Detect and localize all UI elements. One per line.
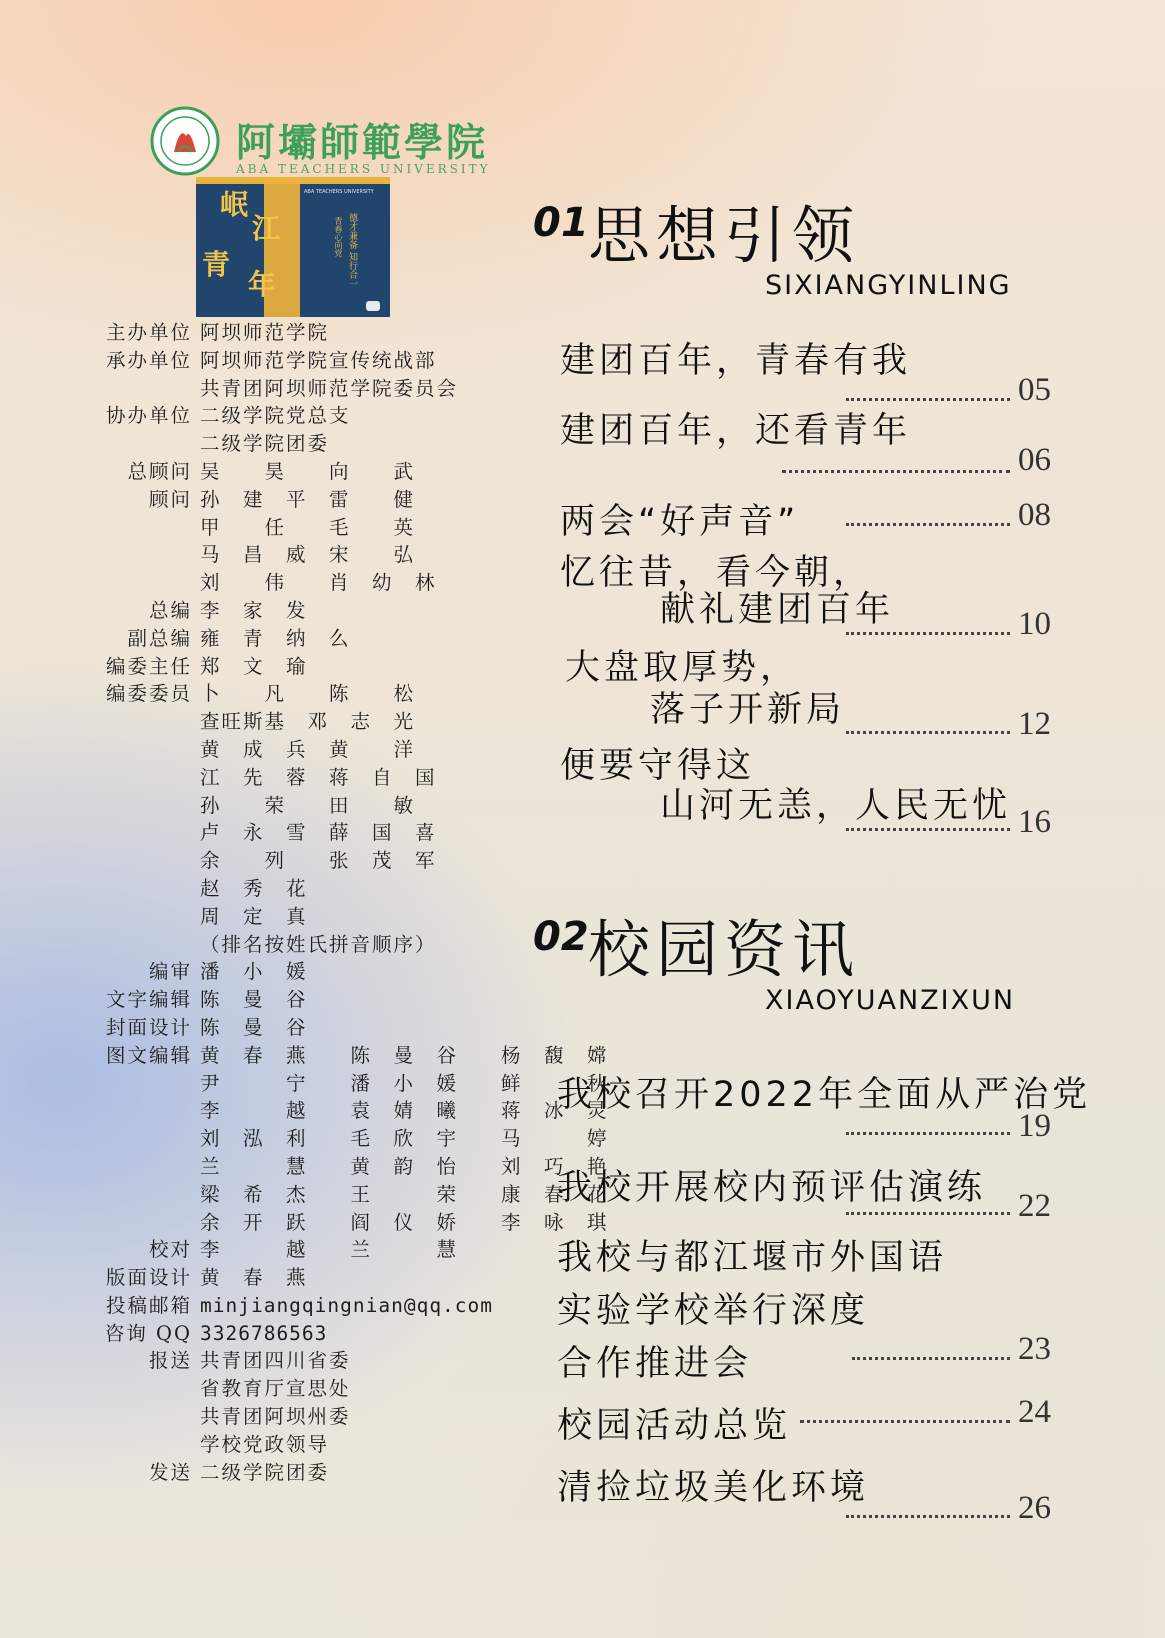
toc-entry-title[interactable]: 大盘取厚势， [565, 648, 800, 688]
masthead-row [96, 764, 556, 792]
toc-page-number[interactable]: 22 [1018, 1188, 1051, 1224]
section2-number: 02 [533, 914, 589, 960]
toc-dot-leader [846, 731, 1010, 734]
toc-page-number[interactable]: 23 [1018, 1331, 1051, 1367]
masthead-label: 封面设计 [105, 1015, 192, 1039]
school-name: 阿壩師範學院 [236, 120, 489, 166]
toc-entry-title[interactable]: 清捡垃圾美化环境 [557, 1468, 870, 1508]
cover-title-char: 年 [248, 268, 277, 301]
toc-dot-leader [846, 1212, 1010, 1215]
masthead-row [96, 1403, 556, 1431]
masthead-value: 3326786563 [200, 1321, 328, 1345]
masthead-row [96, 458, 556, 486]
masthead-value: 赵 秀 花 [200, 876, 308, 900]
masthead-row [96, 402, 556, 430]
toc-entry-title[interactable]: 建团百年，还看青年 [560, 411, 912, 451]
masthead-value: 二级学院团委 [200, 432, 330, 456]
toc-entry-title[interactable]: 建团百年，青春有我 [560, 341, 912, 381]
masthead-row [96, 736, 556, 764]
masthead-value: minjiangqingnian@qq.com [200, 1293, 494, 1317]
magazine-cover-thumbnail [196, 177, 390, 317]
masthead-value: 刘 泓 利 毛 欣 宇 马 婷 [200, 1127, 609, 1151]
masthead-row [96, 541, 556, 569]
masthead-row [96, 430, 556, 458]
masthead-row [96, 1014, 556, 1042]
toc-dot-leader [846, 398, 1010, 401]
section1-number: 01 [533, 200, 589, 246]
toc-entry-title[interactable]: 我校与都江堰市外国语 [557, 1238, 948, 1278]
masthead-value: 尹 宁 潘 小 媛 鲜 秋 [200, 1071, 609, 1095]
toc-dot-leader [846, 828, 1010, 831]
masthead-row [96, 1070, 609, 1098]
toc-dot-leader [846, 1515, 1010, 1518]
masthead-row [96, 514, 556, 542]
toc-page-number[interactable]: 19 [1018, 1108, 1051, 1144]
masthead-value: 孙 荣 田 敏 [200, 793, 416, 817]
section2-title: 校园资讯 [588, 913, 861, 986]
toc-dot-leader [800, 1420, 1010, 1423]
toc-page-number[interactable]: 16 [1018, 804, 1051, 840]
masthead-row [96, 847, 556, 875]
masthead-row [96, 875, 556, 903]
masthead-row [96, 1181, 609, 1209]
masthead-value: 黄 春 燕 陈 曼 谷 杨 馥 嫦 [200, 1043, 609, 1067]
toc-page-number[interactable]: 12 [1018, 706, 1051, 742]
masthead-label: 文字编辑 [105, 988, 192, 1012]
masthead-value: 刘 伟 肖 幼 林 [200, 571, 437, 595]
toc-entry-title[interactable]: 忆往昔，看今朝， [560, 553, 873, 593]
masthead-row [96, 1375, 556, 1403]
school-english-name: ABA TEACHERS UNIVERSITY [236, 162, 491, 176]
masthead-label: 主办单位 [105, 321, 192, 344]
masthead-value: 共青团阿坝州委 [200, 1405, 351, 1429]
cover-title-char: 青 [202, 248, 231, 281]
masthead-value: 吴 昊 向 武 [200, 459, 416, 483]
toc-page-number[interactable]: 08 [1018, 497, 1051, 533]
masthead-label: 协办单位 [105, 404, 192, 428]
masthead-value: 二级学院团委 [200, 1460, 330, 1484]
toc-entry-title[interactable]: 献礼建团百年 [660, 590, 895, 630]
masthead-label: 总编 [148, 598, 192, 622]
toc-dot-leader [846, 523, 1010, 526]
toc-dot-leader [852, 1357, 1010, 1360]
toc-dot-leader [846, 632, 1010, 635]
masthead-row [96, 597, 556, 625]
masthead-label: 校对 [148, 1238, 192, 1262]
masthead-row [96, 958, 556, 986]
masthead-row [96, 375, 556, 403]
cover-side-text-2: 青春心向党 [334, 217, 343, 257]
masthead-label: 报送 [148, 1349, 192, 1373]
toc-page-number[interactable]: 10 [1018, 606, 1051, 642]
masthead-label: 编委委员 [105, 682, 192, 706]
masthead-row [96, 1347, 556, 1375]
masthead-label: 承办单位 [105, 348, 192, 372]
masthead-value: 查旺斯基 邓 志 光 [200, 710, 416, 734]
masthead-value: 江 先 蓉 蒋 自 国 [200, 765, 437, 789]
masthead-row [96, 1042, 609, 1070]
masthead-row [96, 931, 556, 959]
masthead-row [96, 1097, 609, 1125]
toc-page-number[interactable]: 26 [1018, 1490, 1051, 1526]
masthead-label: 咨询 QQ [104, 1321, 192, 1345]
masthead-row [96, 653, 556, 681]
cover-logo-icon [366, 301, 380, 311]
toc-entry-title[interactable]: 合作推进会 [557, 1344, 753, 1384]
masthead-row [96, 1320, 556, 1348]
masthead-row [96, 1125, 609, 1153]
masthead-label: 编审 [148, 960, 192, 984]
masthead-value: 潘 小 媛 [200, 960, 308, 984]
masthead-value: 余 开 跃 阎 仪 娇 李 咏 琪 [200, 1210, 609, 1234]
toc-page-number[interactable]: 05 [1018, 372, 1051, 408]
toc-dot-leader [846, 1132, 1010, 1135]
masthead-row [96, 319, 556, 347]
masthead-value: 甲 任 毛 英 [200, 515, 416, 539]
masthead-row [96, 1292, 556, 1320]
masthead-value: 陈 曼 谷 [200, 1015, 308, 1039]
masthead-value: 马 昌 威 宋 弘 [200, 543, 416, 567]
masthead-row [96, 708, 556, 736]
masthead-label: 顾问 [148, 487, 192, 511]
cover-header-en: ABA TEACHERS UNIVERSITY [304, 189, 374, 195]
toc-entry-title[interactable]: 山河无恙，人民无忧 [660, 786, 1012, 826]
masthead-value: 阿坝师范学院宣传统战部 [200, 348, 437, 372]
section1-pinyin: SIXIANGYINLING [765, 270, 1012, 301]
masthead-value: 学校党政领导 [200, 1432, 330, 1456]
toc-entry-title[interactable]: 实验学校举行深度 [557, 1291, 870, 1331]
masthead-value: 周 定 真 [200, 904, 308, 928]
masthead-label: 编委主任 [105, 654, 192, 678]
masthead-value: 李 越 袁 婧 曦 蒋 冰 灵 [200, 1099, 609, 1123]
masthead-label: 图文编辑 [105, 1043, 192, 1067]
masthead-value: 孙 建 平 雷 健 [200, 487, 416, 511]
section1-title: 思想引领 [588, 199, 861, 272]
masthead-row [96, 1236, 556, 1264]
masthead-label: 发送 [148, 1460, 192, 1484]
masthead-value: 卜 凡 陈 松 [200, 682, 416, 706]
masthead-label: 副总编 [127, 626, 192, 650]
masthead-value: 黄 成 兵 黄 洋 [200, 737, 416, 761]
masthead-row [96, 903, 556, 931]
masthead-value: 二级学院党总支 [200, 404, 351, 428]
masthead-label: 版面设计 [105, 1266, 192, 1290]
toc-entry-title[interactable]: 校园活动总览 [557, 1406, 792, 1446]
cover-title-char: 江 [252, 212, 281, 245]
masthead-row [96, 1153, 609, 1181]
masthead-value: 共青团四川省委 [200, 1349, 351, 1373]
masthead-row [96, 792, 556, 820]
masthead-value: 余 列 张 茂 军 [200, 849, 437, 873]
masthead-value: 李 越 兰 慧 [200, 1238, 459, 1262]
toc-entry-title[interactable]: 我校召开2022年全面从严治党 [557, 1075, 1092, 1115]
masthead-row [96, 1264, 556, 1292]
masthead-value: 陈 曼 谷 [200, 988, 308, 1012]
school-seal-icon [150, 106, 220, 176]
masthead-row [96, 986, 556, 1014]
school-logo [150, 106, 491, 186]
masthead-row [96, 1431, 556, 1459]
masthead-value: 黄 春 燕 [200, 1266, 308, 1290]
masthead-row [96, 1459, 556, 1487]
section2-pinyin: XIAOYUANZIXUN [765, 985, 1016, 1016]
toc-entry-title[interactable]: 我校开展校内预评估演练 [557, 1168, 987, 1208]
masthead-value: 阿坝师范学院 [200, 321, 330, 344]
masthead-value: 卢 永 雪 薛 国 喜 [200, 821, 437, 845]
masthead-row [96, 819, 556, 847]
toc-dot-leader [782, 470, 1010, 473]
masthead-value: 兰 慧 黄 韵 怡 刘 巧 艳 [200, 1154, 609, 1178]
masthead-value: 梁 希 杰 王 荣 康 春 花 [200, 1182, 609, 1206]
masthead-label: 投稿邮箱 [105, 1293, 192, 1317]
toc-page-number[interactable]: 06 [1018, 442, 1051, 478]
masthead-label: 总顾问 [127, 459, 192, 483]
toc-entry-title[interactable]: 落子开新局 [650, 690, 846, 730]
masthead-row [96, 569, 556, 597]
toc-page-number[interactable]: 24 [1018, 1394, 1051, 1430]
masthead-row [96, 625, 556, 653]
masthead-value: 雍 青 纳 么 [200, 626, 351, 650]
masthead-row [96, 680, 556, 708]
cover-side-text: 德才兼备 知行合一 [347, 213, 357, 288]
masthead-value: （排名按姓氏拼音顺序） [200, 932, 437, 956]
masthead-value: 郑 文 瑜 [200, 654, 308, 678]
toc-entry-title[interactable]: 两会“好声音” [560, 502, 800, 542]
masthead-value: 省教育厅宣思处 [200, 1377, 351, 1401]
masthead-row [96, 1209, 609, 1237]
masthead-value: 共青团阿坝师范学院委员会 [200, 376, 459, 400]
masthead-row [96, 486, 556, 514]
cover-title-char: 岷 [220, 188, 249, 221]
masthead-value: 李 家 发 [200, 598, 308, 622]
toc-entry-title[interactable]: 便要守得这 [560, 746, 756, 786]
masthead-row [96, 347, 556, 375]
